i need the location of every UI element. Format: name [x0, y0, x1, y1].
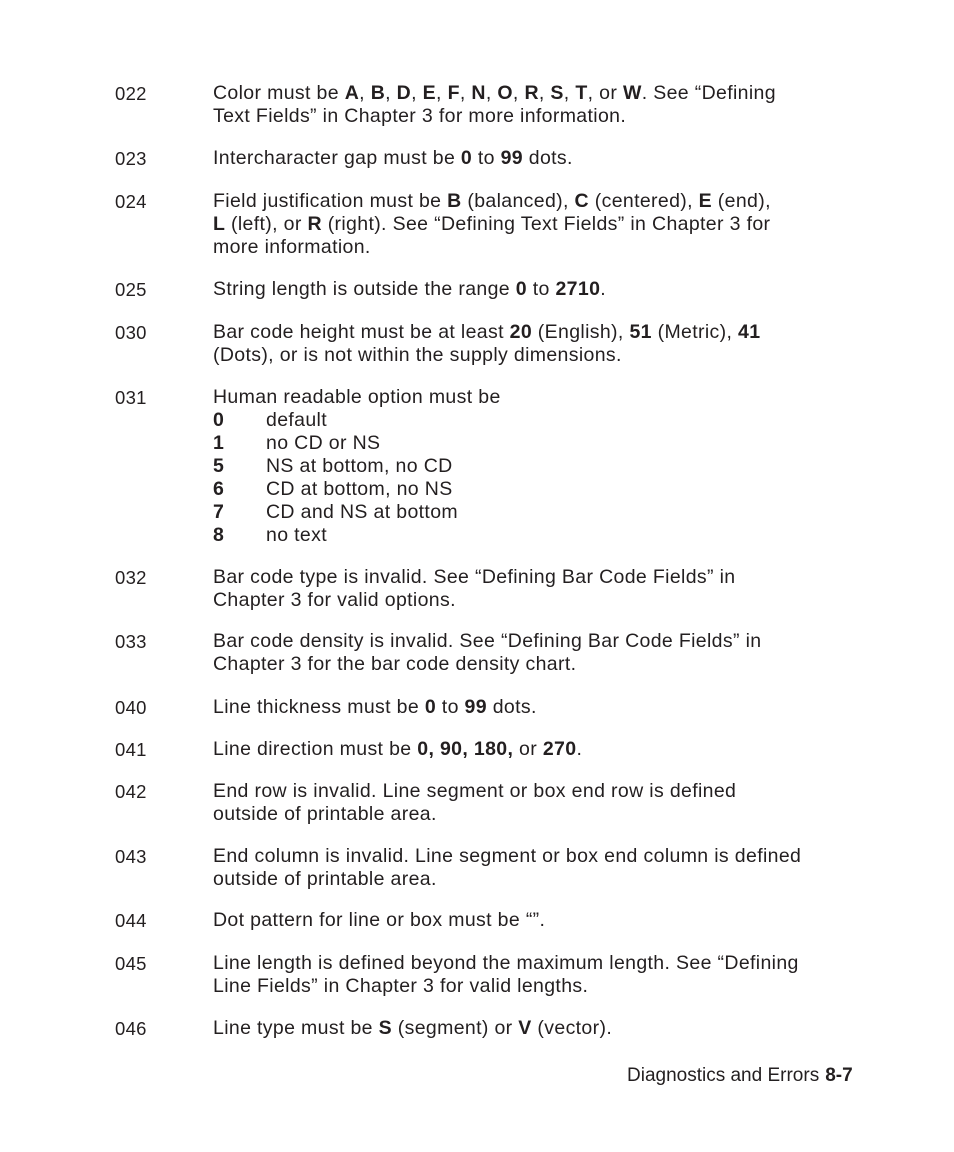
- error-description: [213, 909, 878, 932]
- error-code: 030: [115, 322, 147, 343]
- description-text: Intercharacter gap must be: [213, 147, 461, 169]
- error-description: [213, 952, 878, 998]
- error-description: [213, 780, 878, 826]
- bold-value: E: [422, 82, 437, 104]
- option-text: CD at bottom, no NS: [266, 478, 453, 500]
- option-item: [213, 455, 878, 478]
- description-text: Bar code type is invalid. See “Defining Bar Code Fields” in: [213, 566, 736, 588]
- bold-value: 0: [424, 696, 437, 718]
- description-text: Line length is defined beyond the maximum length. See “Defining: [213, 952, 799, 974]
- description-text: outside of printable area.: [213, 868, 437, 890]
- error-description: [213, 845, 878, 891]
- bold-value: 20: [509, 321, 533, 343]
- description-text: (centered),: [588, 190, 699, 212]
- description-text: (end),: [712, 190, 771, 212]
- description-text: Field justification must be: [213, 190, 448, 212]
- bold-value: 0, 90, 180,: [417, 738, 514, 760]
- bold-value: F: [447, 82, 460, 104]
- description-text: (English),: [532, 321, 630, 343]
- description-text: .: [576, 738, 583, 760]
- description-text: (Dots), or is not within the supply dimensions.: [213, 344, 622, 366]
- error-code: 045: [115, 953, 147, 974]
- description-text: to: [472, 147, 501, 169]
- bold-value: 0: [460, 147, 473, 169]
- description-text: Human readable option must be: [213, 386, 501, 408]
- option-text: no text: [266, 524, 327, 546]
- bold-value: N: [471, 82, 486, 104]
- error-description: [213, 147, 878, 170]
- option-item: [213, 524, 878, 547]
- description-text: outside of printable area.: [213, 803, 437, 825]
- description-text: (Metric),: [651, 321, 739, 343]
- description-text: to: [436, 696, 465, 718]
- description-text: (balanced),: [461, 190, 575, 212]
- option-item: [213, 478, 878, 501]
- error-code: 025: [115, 279, 147, 300]
- bold-value: S: [550, 82, 564, 104]
- description-text: ,: [385, 82, 397, 104]
- error-description: [213, 630, 878, 676]
- description-text: Line thickness must be: [213, 696, 425, 718]
- option-code: 5: [213, 455, 225, 477]
- error-code: 043: [115, 846, 147, 867]
- error-description: [213, 566, 878, 612]
- description-text: ,: [512, 82, 525, 104]
- bold-value: 51: [629, 321, 652, 343]
- description-text: Line direction must be: [213, 738, 418, 760]
- error-description: [213, 82, 878, 128]
- bold-value: 41: [738, 321, 761, 343]
- page-footer: [627, 1064, 853, 1087]
- description-text: ,: [411, 82, 423, 104]
- option-code: 8: [213, 524, 225, 546]
- description-text: String length is outside the range: [213, 278, 516, 300]
- bold-value: C: [574, 190, 589, 212]
- description-text: more information.: [213, 236, 371, 258]
- description-text: Chapter 3 for the bar code density chart.: [213, 653, 577, 675]
- description-text: (left), or: [225, 213, 308, 235]
- bold-value: W: [622, 82, 642, 104]
- error-code: 033: [115, 631, 147, 652]
- option-code: 6: [213, 478, 225, 500]
- error-code: 031: [115, 387, 147, 408]
- bold-value: R: [524, 82, 539, 104]
- option-item: [213, 501, 878, 524]
- description-text: dots.: [523, 147, 573, 169]
- description-text: Line Fields” in Chapter 3 for valid lengths.: [213, 975, 589, 997]
- description-text: Color must be: [213, 82, 345, 104]
- description-text: ,: [459, 82, 472, 104]
- error-code: 044: [115, 910, 147, 931]
- description-text: Line type must be: [213, 1017, 379, 1039]
- option-item: [213, 409, 878, 432]
- option-code: 7: [213, 501, 225, 523]
- error-code: 040: [115, 697, 147, 718]
- description-text: End row is invalid. Line segment or box end row is defined: [213, 780, 737, 802]
- bold-value: E: [698, 190, 713, 212]
- error-code: 023: [115, 148, 147, 169]
- bold-value: V: [518, 1017, 532, 1039]
- bold-value: O: [497, 82, 513, 104]
- error-description: [213, 190, 878, 259]
- error-description: [213, 278, 878, 301]
- description-text: Chapter 3 for valid options.: [213, 589, 456, 611]
- page-number: 8-7: [825, 1065, 853, 1086]
- bold-value: T: [575, 82, 588, 104]
- option-text: CD and NS at bottom: [266, 501, 458, 523]
- option-text: NS at bottom, no CD: [266, 455, 453, 477]
- option-text: default: [266, 409, 327, 431]
- bold-value: 99: [464, 696, 487, 718]
- bold-value: B: [370, 82, 386, 104]
- description-text: ,: [359, 82, 371, 104]
- description-text: ,: [538, 82, 551, 104]
- bold-value: 99: [500, 147, 523, 169]
- description-text: Bar code density is invalid. See “Defining Bar Code Fields” in: [213, 630, 762, 652]
- bold-value: A: [344, 82, 360, 104]
- bold-value: L: [213, 213, 226, 235]
- description-text: ,: [436, 82, 448, 104]
- error-code: 024: [115, 191, 147, 212]
- bold-value: 0: [515, 278, 527, 300]
- error-description: [213, 386, 878, 547]
- description-text: (segment) or: [392, 1017, 519, 1039]
- description-text: or: [513, 738, 543, 760]
- description-text: Text Fields” in Chapter 3 for more information.: [213, 105, 627, 127]
- description-text: .: [600, 278, 607, 300]
- description-text: End column is invalid. Line segment or box end column is defined: [213, 845, 802, 867]
- error-description: [213, 696, 878, 719]
- error-description: [213, 1017, 878, 1040]
- description-text: ,: [563, 82, 576, 104]
- bold-value: D: [396, 82, 412, 104]
- option-text: no CD or NS: [266, 432, 381, 454]
- error-description: [213, 738, 878, 761]
- description-text: (vector).: [531, 1017, 613, 1039]
- error-code: 046: [115, 1018, 147, 1039]
- description-text: Dot pattern for line or box must be “”.: [213, 909, 546, 931]
- option-item: [213, 432, 878, 455]
- error-code: 022: [115, 83, 147, 104]
- bold-value: R: [307, 213, 322, 235]
- bold-value: S: [378, 1017, 393, 1039]
- description-text: (right). See “Defining Text Fields” in Chapter 3 for: [321, 213, 771, 235]
- description-text: Bar code height must be at least: [213, 321, 510, 343]
- footer-section-title: Diagnostics and Errors: [627, 1065, 820, 1086]
- bold-value: B: [447, 190, 462, 212]
- description-text: . See “Defining: [641, 82, 776, 104]
- error-description: [213, 321, 878, 367]
- error-code: 032: [115, 567, 147, 588]
- error-code: 042: [115, 781, 147, 802]
- description-text: , or: [587, 82, 623, 104]
- option-code: 1: [213, 432, 225, 454]
- description-text: ,: [485, 82, 498, 104]
- bold-value: 2710: [555, 278, 601, 300]
- option-code: 0: [213, 409, 225, 431]
- description-text: dots.: [486, 696, 537, 718]
- error-code: 041: [115, 739, 147, 760]
- description-text: to: [526, 278, 556, 300]
- bold-value: 270: [542, 738, 577, 760]
